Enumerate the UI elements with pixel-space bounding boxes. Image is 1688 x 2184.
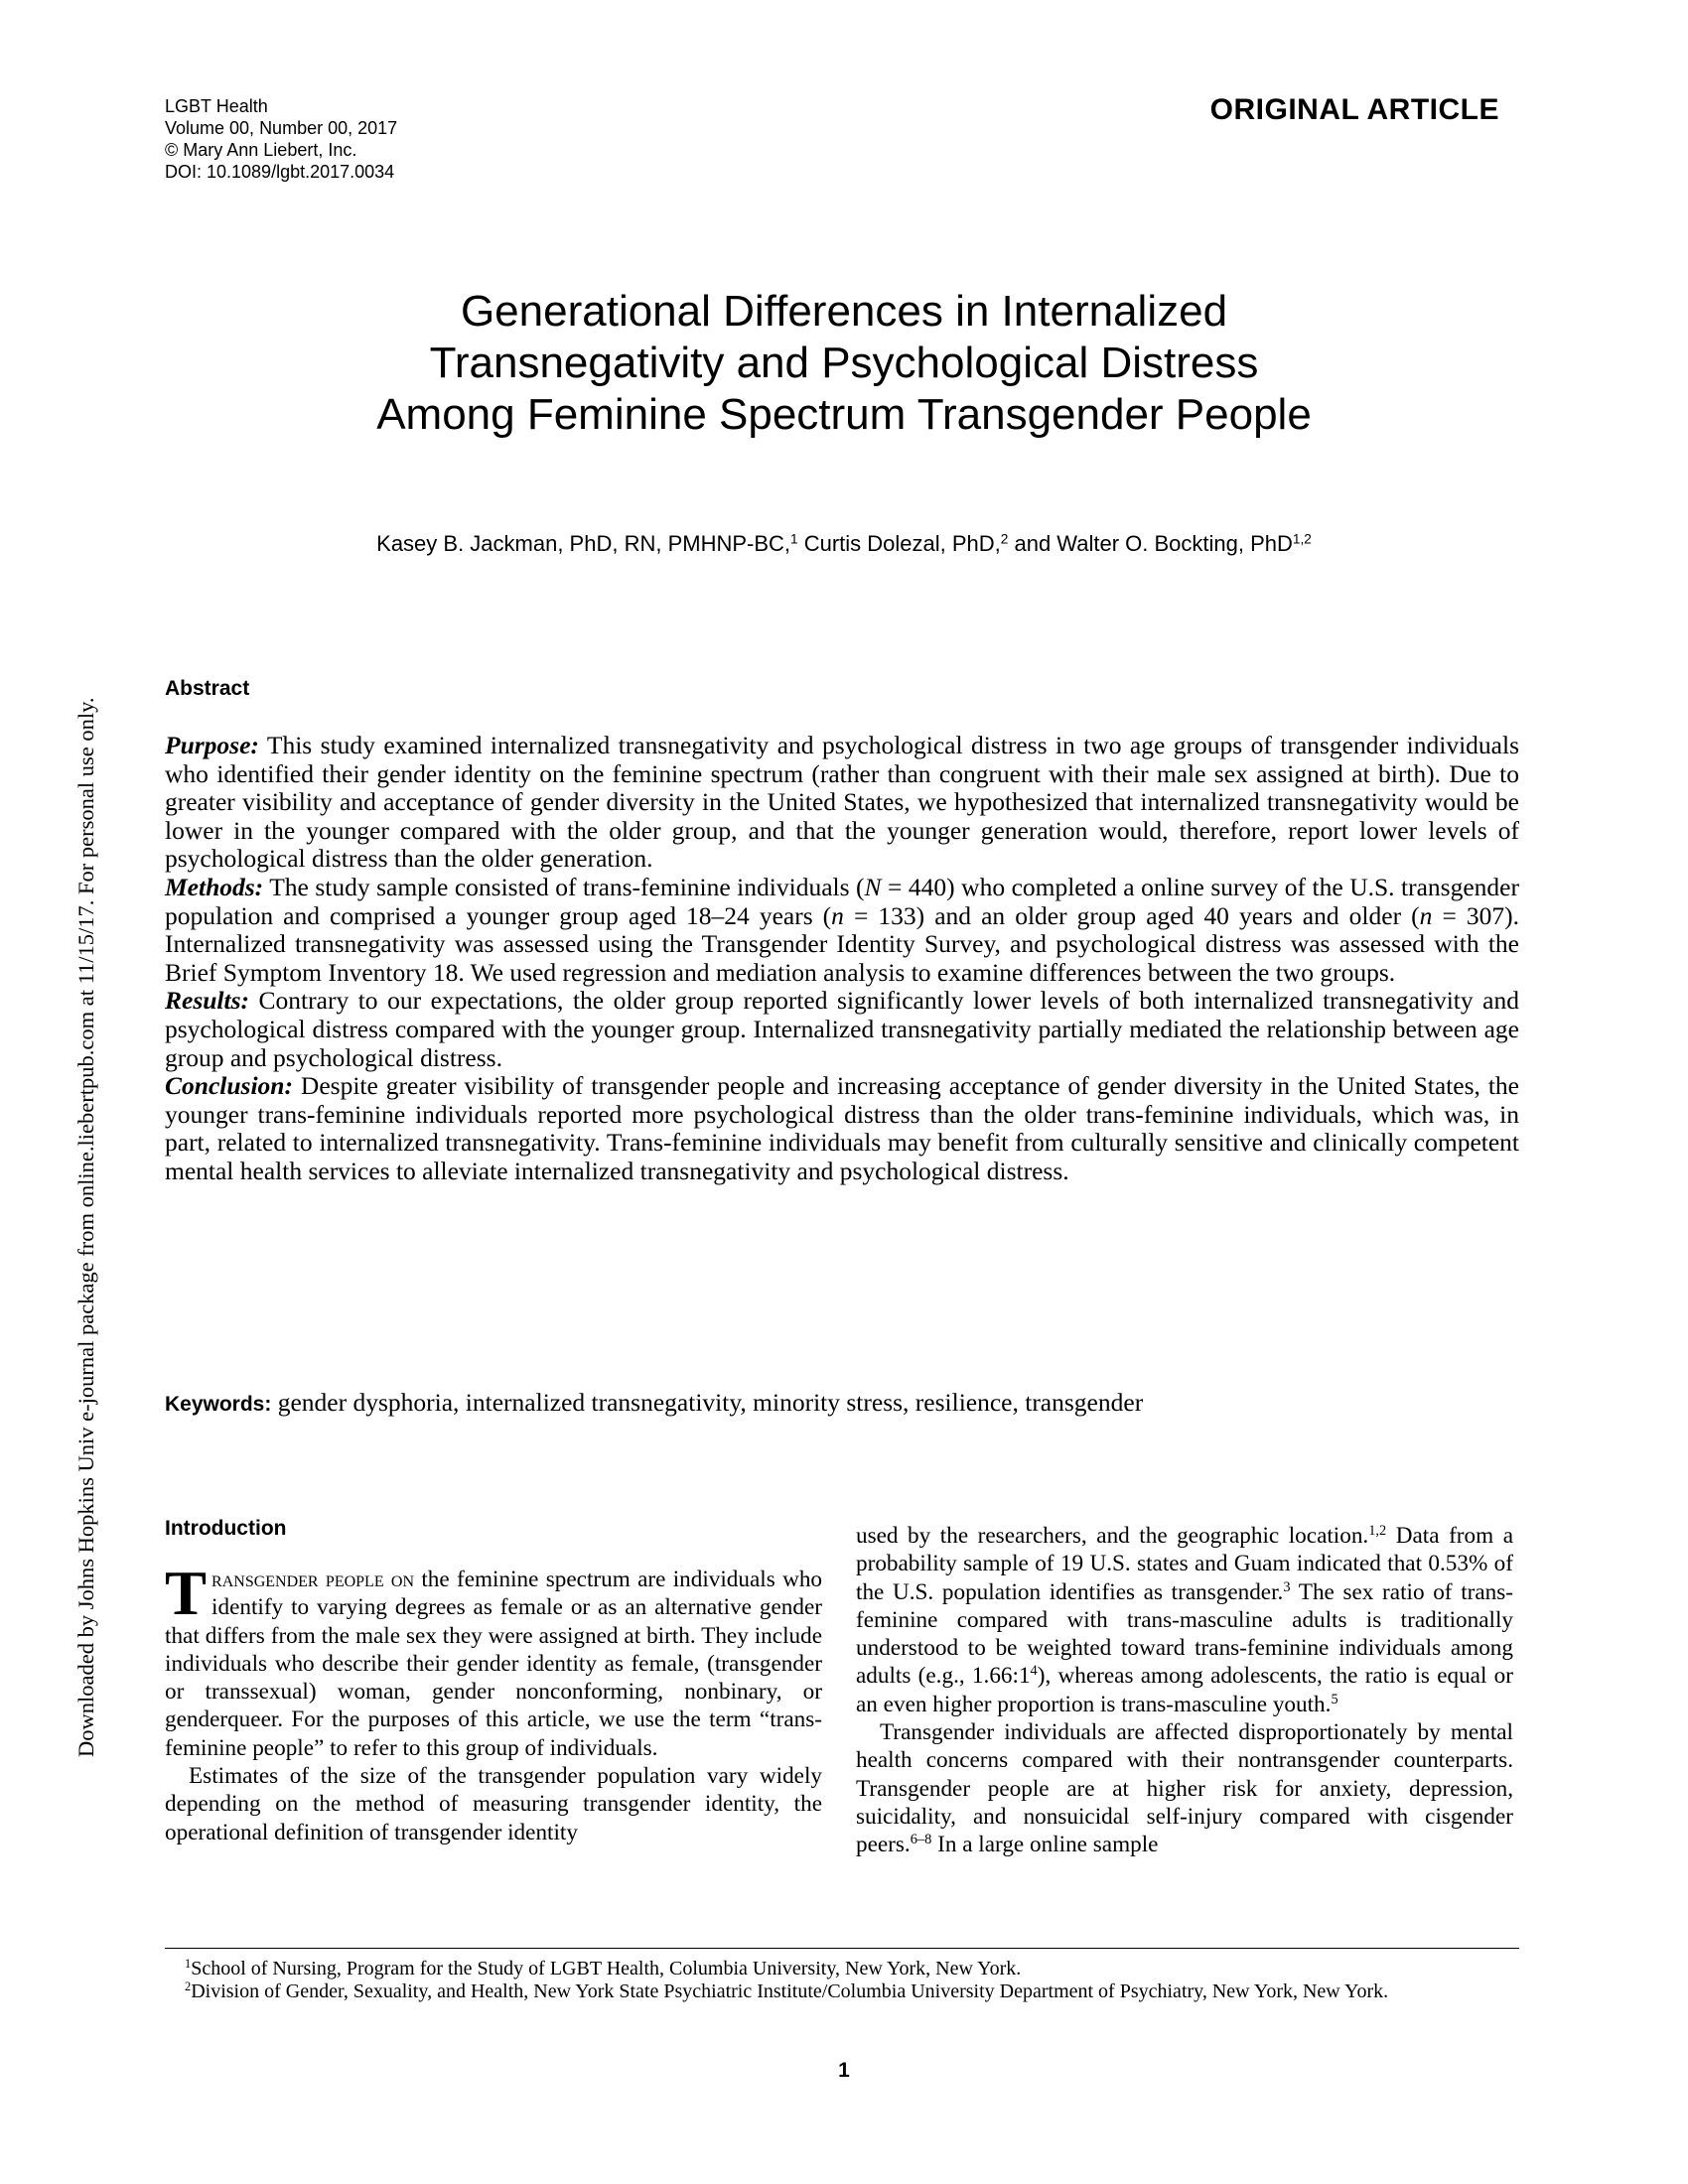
- keywords-label: Keywords:: [165, 1393, 272, 1416]
- intro-text: Data from a probability sample of 19 U.S. states and Guam indicated that 0.53% of the U.S. population identifies as transgender.: [856, 1523, 1513, 1605]
- citation: 1,2: [1368, 1523, 1387, 1540]
- intro-paragraph: Estimates of the size of the transgender population vary widely depending on the method of measuring transgender identity, the operational definition of transgender identity: [165, 1763, 822, 1845]
- purpose-text: This study examined internalized transnegativity and psychological distress in two age groups of transgender individuals who identified their gender identity on the feminine spectrum (rather than congruent with their male sex assigned at birth). Due to greater visibility and acceptance of gender diversity in the United States, we hypothesized that internalized transnegativity would be lower in the younger compared with the older group, and that the younger generation would, therefore, report lower levels of psychological distress than the older generation.: [165, 731, 1519, 874]
- methods-var: n: [1419, 900, 1433, 930]
- footnote-text: School of Nursing, Program for the Study of LGBT Health, Columbia University, New York, New York.: [191, 1958, 1022, 1979]
- footnote: [165, 1958, 1519, 1980]
- affiliation-footnotes: [165, 1958, 1519, 2003]
- footnote-number: 2: [185, 1979, 192, 1994]
- footnote-divider: [165, 1948, 1519, 1949]
- intro-text: the feminine spectrum are individuals who identify to varying degrees as female or as an alternative gender that differs from the male sex they were assigned at birth. They include individuals who describe their gender identity as female, (transgender or transsexual) woman, gender nonconforming, nonbinary, or genderqueer. For the purposes of this article, we use the term “trans-feminine people” to refer to this group of individuals.: [165, 1567, 823, 1761]
- intro-paragraph: [165, 1559, 823, 1762]
- citation: 6–8: [910, 1832, 932, 1848]
- footnote-number: 1: [185, 1957, 192, 1972]
- author-affiliation: 1: [790, 531, 798, 547]
- footnote: [165, 1980, 1519, 2003]
- methods-text: The study sample consisted of trans-feminine individuals (: [263, 872, 865, 901]
- article-type-label: ORIGINAL ARTICLE: [1209, 93, 1499, 126]
- title-line-3: Among Feminine Spectrum Transgender People: [376, 390, 1312, 439]
- journal-name: LGBT Health: [165, 96, 268, 116]
- author-affiliation: 1,2: [1292, 531, 1312, 547]
- intro-text: In a large online sample: [931, 1832, 1159, 1858]
- footnote-text: Division of Gender, Sexuality, and Health, New York State Psychiatric Institute/Columbia University Department of Psychiatry, New York, New York.: [191, 1980, 1389, 2002]
- introduction-heading: Introduction: [165, 1517, 287, 1540]
- intro-text: The sex ratio of trans-feminine compared with trans-masculine adults is traditionally understood to be weighted toward trans-feminine individuals among adults (e.g., 1.66:1: [856, 1578, 1513, 1690]
- author-name: Kasey B. Jackman, PhD, RN, PMHNP-BC,: [376, 531, 791, 556]
- author-name: Curtis Dolezal, PhD,: [797, 531, 1001, 556]
- title-line-2: Transnegativity and Psychological Distress: [429, 339, 1259, 387]
- methods-text: = 440) who completed a online survey of the U.S. transgender population and comprised a younger group aged 18–24 years (: [165, 872, 1519, 930]
- keywords-text: gender dysphoria, internalized transnegativity, minority stress, resilience, transgender: [271, 1388, 1144, 1417]
- citation: 5: [1331, 1691, 1338, 1707]
- abstract-purpose: [165, 732, 1519, 874]
- intro-text: Transgender individuals are affected disproportionately by mental health concerns compared with their nontransgender counterparts. Transgender people are at higher risk for anxiety, depression, suicidality, and nonsuicidal self-injury compared with cisgender peers.: [856, 1719, 1513, 1858]
- abstract-heading: Abstract: [165, 677, 250, 700]
- conclusion-label: Conclusion:: [165, 1071, 293, 1101]
- intro-smallcaps: ransgender people on: [211, 1567, 415, 1592]
- abstract-results: [165, 987, 1519, 1072]
- author-name: and Walter O. Bockting, PhD: [1008, 531, 1293, 556]
- download-watermark: Downloaded by Johns Hopkins Univ e-journal package from online.liebertpub.com at 11/15/17. For personal use only.: [73, 697, 98, 1757]
- article-title: [199, 286, 1489, 441]
- title-line-1: Generational Differences in Internalized: [460, 287, 1228, 336]
- journal-copyright: © Mary Ann Liebert, Inc.: [165, 140, 357, 160]
- author-affiliation: 2: [1000, 531, 1009, 547]
- methods-label: Methods:: [165, 872, 264, 901]
- abstract-conclusion: [165, 1072, 1519, 1185]
- conclusion-text: Despite greater visibility of transgender people and increasing acceptance of gender diversity in the United States, the younger trans-feminine individuals reported more psychological distress than the older trans-feminine individuals, which was, in part, related to internalized transnegativity. Trans-feminine individuals may benefit from culturally sensitive and clinically competent mental health services to alleviate internalized transnegativity and psychological distress.: [165, 1071, 1519, 1185]
- intro-text: used by the researchers, and the geographic location.: [856, 1523, 1369, 1549]
- results-label: Results:: [165, 986, 250, 1016]
- keywords: [165, 1388, 1519, 1418]
- methods-var: N: [864, 872, 882, 901]
- methods-var: n: [831, 900, 844, 930]
- journal-volume: Volume 00, Number 00, 2017: [165, 118, 398, 138]
- journal-meta: [165, 95, 397, 183]
- purpose-label: Purpose:: [165, 731, 259, 759]
- citation: 4: [1030, 1663, 1038, 1680]
- author-list: [199, 531, 1489, 557]
- abstract-methods: [165, 874, 1519, 987]
- body-column-right: [856, 1522, 1513, 1859]
- intro-paragraph: [856, 1718, 1513, 1858]
- intro-text: ), whereas among adolescents, the ratio is equal or an even higher proportion is trans-masculine youth.: [856, 1663, 1513, 1717]
- page-number: 1: [838, 2059, 850, 2082]
- abstract-body: [165, 732, 1519, 1186]
- intro-paragraph: [856, 1522, 1513, 1718]
- methods-text: = 133) and an older group aged 40 years and older (: [843, 900, 1420, 930]
- journal-doi: DOI: 10.1089/lgbt.2017.0034: [165, 162, 395, 182]
- body-column-left: [165, 1559, 823, 1846]
- citation: 3: [1283, 1578, 1291, 1595]
- drop-cap: T: [165, 1559, 208, 1628]
- methods-text: = 307). Internalized transnegativity was assessed using the Transgender Identity Survey, and psychological distress was assessed with the Brief Symptom Inventory 18. We used regression and mediation analysis to examine differences between the two groups.: [165, 900, 1520, 987]
- results-text: Contrary to our expectations, the older group reported significantly lower levels of both internalized transnegativity and psychological distress compared with the younger group. Internalized transnegativity partially mediated the relationship between age group and psychological distress.: [165, 986, 1519, 1072]
